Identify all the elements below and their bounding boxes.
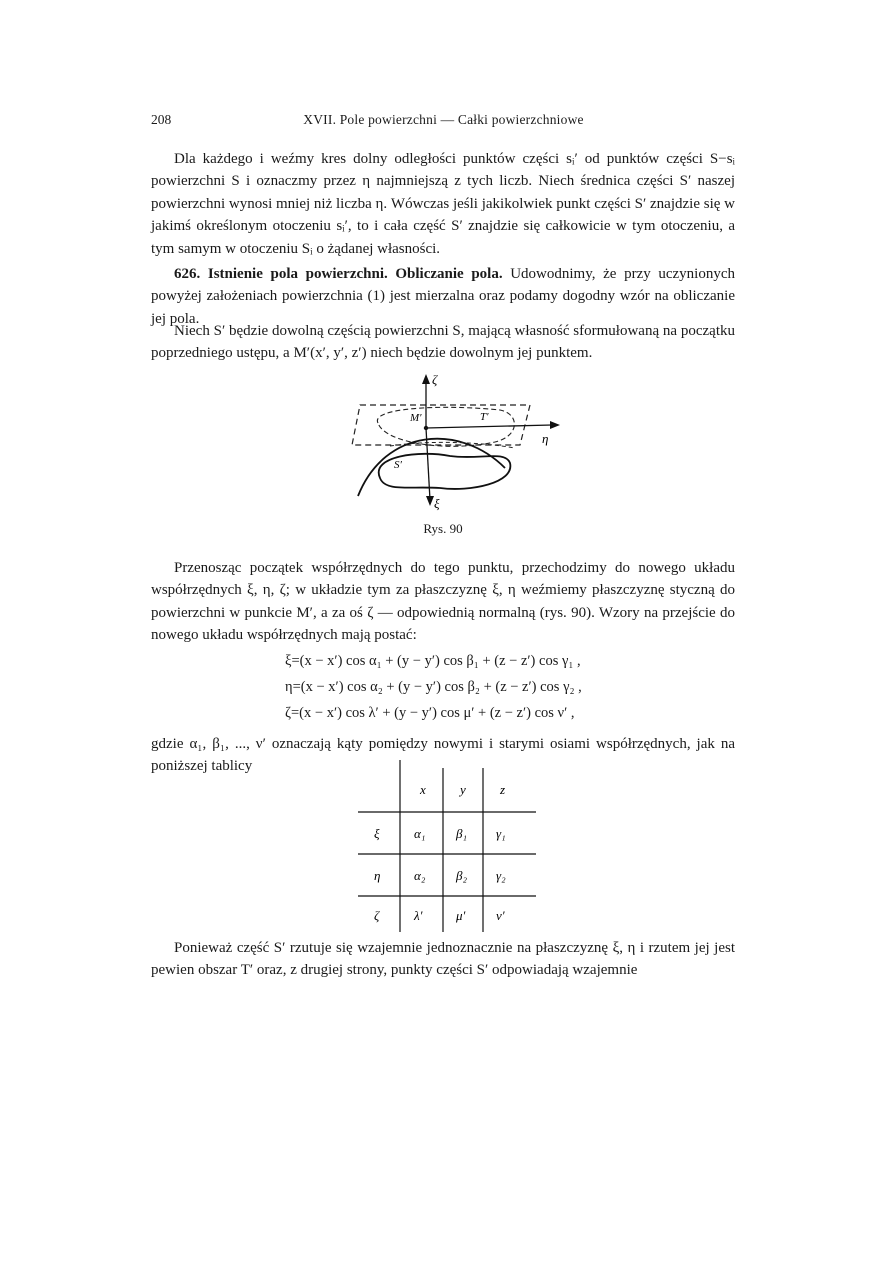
transformation-formulas xyxy=(285,648,582,726)
paragraph-2-body: Udowodnimy, że przy uczynionych powyżej założeniach powierzchnia (1) jest mierzalna oraz podamy dogodny wzór na obliczanie jej pola. xyxy=(151,266,735,327)
cell: β₁ xyxy=(456,826,467,841)
point-m xyxy=(424,426,428,430)
label-zeta: ζ xyxy=(432,372,438,387)
formula-zeta: ζ=(x − x′) cos λ′ + (y − y′) cos μ′ + (z − z′) cos ν′ , xyxy=(285,705,575,721)
paragraph-5: gdzie α₁, β₁, ..., ν′ oznaczają kąty pomiędzy nowymi i starymi osiami współrzędnych, jak na poniższej tablicy xyxy=(151,736,735,775)
col-header-z: z xyxy=(500,782,506,797)
cell: β₂ xyxy=(456,868,467,883)
paragraph-1: Dla każdego i weźmy kres dolny odległości punktów części sᵢ′ od punktów części S−sᵢ powierzchni S i oznaczmy przez η najmniejszą z tych liczb. Niech średnica części S′ naszej powierzchni wynosi mniej niż liczba η. Wówczas jeśli jakikolwiek punkt części S′ znajdzie się w jakimś określonym otoczeniu sᵢ′, to i cała część S′ znajdzie się całkowicie w tym otoczeniu, a tym samym w otoczeniu Sᵢ o żądanej własności. xyxy=(151,151,735,257)
xi-arrow xyxy=(426,496,434,506)
paragraph-4: Przenosząc początek współrzędnych do tego punktu, przechodzimy do nowego układu współrzędnych ξ, η, ζ; w układzie tym za płaszczyznę ξ, η weźmiemy płaszczyznę styczną do powierzchni w punkcie M′, a za oś ζ — odpowiednią normalną (rys. 90). Wzory na przejście do nowego układu współrzędnych mają postać: xyxy=(151,560,735,644)
col-header-x: x xyxy=(420,782,426,797)
page-header xyxy=(151,112,736,132)
cell: γ₂ xyxy=(496,868,506,883)
formula-eta: η=(x − x′) cos α₂ + (y − y′) cos β₂ + (z − z′) cos γ₂ , xyxy=(285,679,582,695)
row-label-zeta: ζ xyxy=(374,908,380,923)
zeta-arrow xyxy=(422,374,430,384)
paragraph-6: Ponieważ część S′ rzutuje się wzajemnie jednoznacznie na płaszczyznę ξ, η i rzutem jej jest pewien obszar T′ oraz, z drugiej strony, punkty części S′ odpowiadają wzajemnie xyxy=(151,940,735,979)
section-heading: 626. Istnienie pola powierzchni. Obliczanie pola. xyxy=(174,266,503,282)
label-t: T′ xyxy=(480,411,489,423)
label-xi: ξ xyxy=(434,496,440,511)
paragraph-3: Niech S′ będzie dowolną częścią powierzchni S, mającą własność sformułowaną na początku poprzedniego ustępu, a M′(x′, y′, z′) niech będzie dowolnym jej punktem. xyxy=(151,323,735,362)
cell: μ′ xyxy=(456,908,466,923)
row-label-xi: ξ xyxy=(374,826,380,841)
cell: ν′ xyxy=(496,908,505,923)
cell: γ₁ xyxy=(496,826,506,841)
angle-table xyxy=(350,760,540,932)
eta-arrow xyxy=(550,421,560,429)
running-title: XVII. Pole powierzchni — Całki powierzchniowe xyxy=(303,112,584,127)
eta-axis xyxy=(426,425,552,428)
label-m: M′ xyxy=(410,412,422,424)
label-eta: η xyxy=(542,431,549,446)
formula-xi: ξ=(x − x′) cos α₁ + (y − y′) cos β₁ + (z − z′) cos γ₁ , xyxy=(285,653,581,669)
label-s: S′ xyxy=(394,459,402,471)
cell: α₁ xyxy=(414,826,426,841)
figure-90 xyxy=(330,368,570,518)
col-header-y: y xyxy=(460,782,466,797)
row-label-eta: η xyxy=(374,868,381,883)
cell: α₂ xyxy=(414,868,426,883)
cell: λ′ xyxy=(414,908,423,923)
figure-caption: Rys. 90 xyxy=(423,521,463,536)
page-number: 208 xyxy=(151,112,172,127)
